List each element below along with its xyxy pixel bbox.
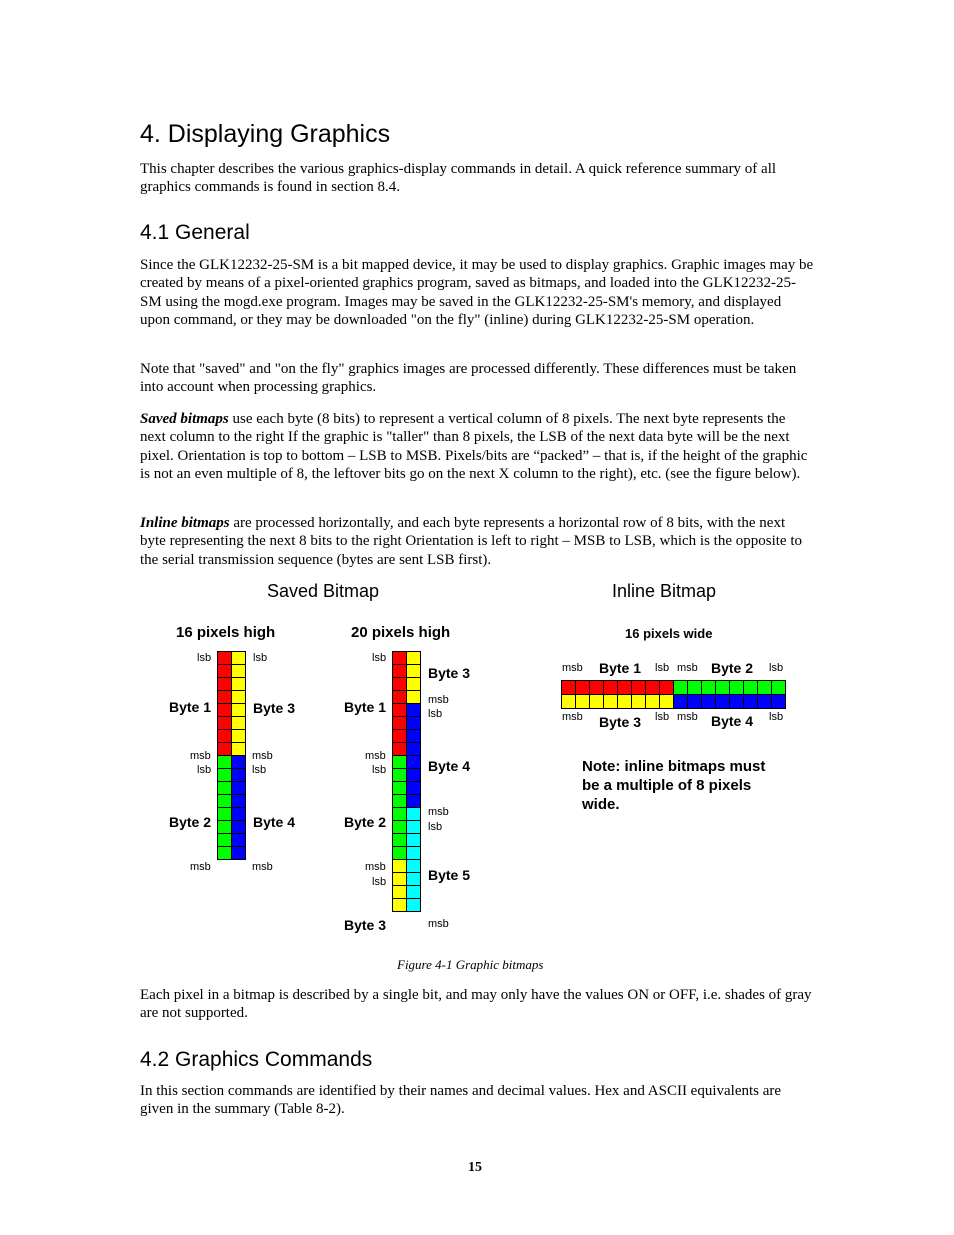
pixel	[771, 694, 786, 709]
label-lsb: lsb	[428, 708, 443, 720]
pixel	[603, 694, 618, 709]
pixel	[392, 768, 407, 782]
pixel	[217, 820, 232, 834]
pixel	[406, 885, 421, 899]
label-lsb: lsb	[372, 876, 387, 888]
label-msb: msb	[428, 806, 449, 818]
pixel	[392, 690, 407, 704]
label-lsb: lsb	[769, 662, 784, 674]
pixel	[392, 859, 407, 873]
pixel	[392, 664, 407, 678]
label-byte-3: Byte 3	[599, 714, 642, 730]
pixel-description-paragraph: Each pixel in a bitmap is described by a single bit, and may only have the values ON or OFF, i.e. shades of gray are not supported.	[140, 987, 812, 1022]
pixel	[673, 694, 688, 709]
pixel	[575, 694, 590, 709]
saved-bitmap-title: Saved Bitmap	[267, 581, 380, 601]
label-byte-2: Byte 2	[344, 814, 387, 830]
pixel	[406, 690, 421, 704]
pixel	[757, 680, 772, 695]
pixel	[231, 716, 246, 730]
pixel	[231, 833, 246, 847]
pixel	[561, 680, 576, 695]
pixel	[392, 833, 407, 847]
pixel	[659, 694, 674, 709]
saved16-column-2	[231, 652, 246, 860]
pixel	[231, 651, 246, 665]
pixel	[231, 768, 246, 782]
pixel	[392, 898, 407, 912]
pixel	[406, 729, 421, 743]
pixel	[729, 694, 744, 709]
saved-bitmaps-paragraph	[140, 410, 814, 484]
pixel	[406, 651, 421, 665]
pixel	[217, 664, 232, 678]
pixel	[217, 807, 232, 821]
label-msb: msb	[190, 750, 211, 762]
pixel	[701, 680, 716, 695]
right-subtitle: 16 pixels wide	[625, 626, 713, 641]
pixel	[743, 680, 758, 695]
label-lsb: lsb	[655, 711, 670, 723]
pixel	[392, 742, 407, 756]
label-byte-3: Byte 3	[428, 665, 471, 681]
pixel	[231, 664, 246, 678]
inline-bitmaps-text: are processed horizontally, and each byte represents a horizontal row of 8 bits, with the next byte representing the next 8 bits to the right Orientation is left to right – MSB to LSB, which is the opposite to the serial transmission sequence (bytes are sent LSB first).	[140, 515, 803, 568]
pixel	[217, 651, 232, 665]
pixel	[217, 833, 232, 847]
pixel	[217, 690, 232, 704]
pixel	[231, 794, 246, 808]
pixel	[406, 742, 421, 756]
pixel	[589, 680, 604, 695]
commands-paragraph: In this section commands are identified by their names and decimal values. Hex and ASCII equivalents are given in the summary (Table 8-2).	[140, 1083, 782, 1118]
pixel	[729, 680, 744, 695]
label-lsb: lsb	[252, 764, 267, 776]
label-lsb: lsb	[253, 652, 268, 664]
pixel	[406, 872, 421, 886]
pixel	[603, 680, 618, 695]
pixel	[231, 677, 246, 691]
pixel	[757, 694, 772, 709]
label-byte-4: Byte 4	[711, 713, 754, 729]
saved20-column-2	[406, 652, 421, 912]
label-lsb: lsb	[769, 711, 784, 723]
pixel	[231, 781, 246, 795]
pixel	[392, 807, 407, 821]
inline-bitmaps-term: Inline bitmaps	[140, 515, 230, 531]
label-byte-2: Byte 2	[169, 814, 212, 830]
pixel	[561, 694, 576, 709]
label-lsb: lsb	[372, 764, 387, 776]
pixel	[406, 703, 421, 717]
pixel	[217, 703, 232, 717]
page-number: 15	[468, 1160, 482, 1175]
section-4-2-heading: 4.2 Graphics Commands	[140, 1048, 373, 1071]
pixel	[406, 768, 421, 782]
label-msb: msb	[677, 711, 698, 723]
pixel	[575, 680, 590, 695]
pixel	[231, 846, 246, 860]
pixel	[392, 885, 407, 899]
general-paragraph-1: Since the GLK12232-25-SM is a bit mapped device, it may be used to display graphics. Graphic images may be created by means of a pixel-oriented graphics program, saved as bitmaps, and loaded into the GLK12232-25-SM using the mogd.exe program. Images may be saved in the GLK12232-25-SM's memory, and displayed upon command, or they may be downloaded "on the fly" (inline) during GLK12232-25-SM operation.	[140, 257, 814, 329]
chapter-heading: 4. Displaying Graphics	[140, 120, 391, 148]
pixel	[231, 703, 246, 717]
pixel	[406, 664, 421, 678]
pixel	[231, 755, 246, 769]
pixel	[406, 794, 421, 808]
label-msb: msb	[190, 861, 211, 873]
pixel	[217, 755, 232, 769]
saved-bitmaps-text: use each byte (8 bits) to represent a vertical column of 8 pixels. The next byte represents the next column to the right If the graphic is "taller" than 8 pixels, the LSB of the next data byte will be the next pixel. Orientation is top to bottom – LSB to MSB. Pixels/bits are “packed” – that is, if the height of the graphic is not an even multiple of 8, the leftover bits go on the next X column to the right), etc. (see the figure below).	[140, 411, 808, 483]
label-msb: msb	[562, 711, 583, 723]
pixel	[659, 680, 674, 695]
pixel	[406, 677, 421, 691]
pixel	[231, 807, 246, 821]
pixel	[715, 694, 730, 709]
label-byte-1: Byte 1	[169, 699, 212, 715]
label-byte-3: Byte 3	[344, 917, 387, 933]
pixel	[687, 680, 702, 695]
label-byte-5: Byte 5	[428, 867, 471, 883]
pixel	[392, 781, 407, 795]
pixel	[217, 677, 232, 691]
inline-note: Note: inline bitmaps must be a multiple of 8 pixels wide.	[582, 758, 766, 813]
label-lsb: lsb	[372, 652, 387, 664]
label-msb: msb	[365, 861, 386, 873]
pixel	[715, 680, 730, 695]
label-byte-2: Byte 2	[711, 660, 754, 676]
saved-bitmaps-term: Saved bitmaps	[140, 411, 229, 427]
left-subtitle: 16 pixels high	[176, 624, 276, 641]
pixel	[392, 755, 407, 769]
pixel	[589, 694, 604, 709]
pixel	[217, 729, 232, 743]
pixel	[406, 781, 421, 795]
general-paragraph-2: Note that "saved" and "on the fly" graphics images are processed differently. These differences must be taken into account when processing graphics.	[140, 361, 797, 396]
label-lsb: lsb	[428, 821, 443, 833]
section-4-1-heading: 4.1 General	[140, 221, 250, 244]
pixel	[645, 680, 660, 695]
pixel	[617, 694, 632, 709]
pixel	[392, 651, 407, 665]
label-byte-4: Byte 4	[428, 758, 471, 774]
pixel	[701, 694, 716, 709]
pixel	[217, 768, 232, 782]
pixel	[406, 755, 421, 769]
pixel	[406, 833, 421, 847]
saved16-column-1	[217, 652, 232, 860]
pixel	[645, 694, 660, 709]
label-byte-4: Byte 4	[253, 814, 296, 830]
pixel	[406, 716, 421, 730]
pixel	[217, 716, 232, 730]
label-msb: msb	[252, 750, 273, 762]
label-msb: msb	[562, 662, 583, 674]
inline-bitmap-title: Inline Bitmap	[612, 581, 717, 601]
pixel	[406, 820, 421, 834]
pixel	[392, 729, 407, 743]
pixel	[217, 846, 232, 860]
pixel	[217, 781, 232, 795]
pixel	[392, 703, 407, 717]
label-msb: msb	[428, 694, 449, 706]
pixel	[743, 694, 758, 709]
mid-subtitle: 20 pixels high	[351, 624, 451, 641]
label-lsb: lsb	[197, 652, 212, 664]
label-lsb: lsb	[197, 764, 212, 776]
pixel	[771, 680, 786, 695]
label-lsb: lsb	[655, 662, 670, 674]
pixel	[392, 794, 407, 808]
label-msb: msb	[252, 861, 273, 873]
figure-caption: Figure 4-1 Graphic bitmaps	[397, 957, 544, 972]
pixel	[687, 694, 702, 709]
pixel	[406, 846, 421, 860]
label-msb: msb	[365, 750, 386, 762]
saved20-column-1	[392, 652, 407, 912]
pixel	[631, 680, 646, 695]
inline-row-1	[562, 680, 786, 695]
pixel	[231, 690, 246, 704]
label-byte-1: Byte 1	[599, 660, 642, 676]
pixel	[231, 729, 246, 743]
inline-bitmaps-paragraph	[140, 514, 814, 569]
pixel	[392, 716, 407, 730]
intro-paragraph: This chapter describes the various graphics-display commands in detail. A quick reference summary of all graphics commands is found in section 8.4.	[140, 161, 777, 196]
pixel	[392, 872, 407, 886]
inline-row-2	[562, 694, 786, 709]
pixel	[617, 680, 632, 695]
label-byte-1: Byte 1	[344, 699, 387, 715]
pixel	[673, 680, 688, 695]
label-msb: msb	[677, 662, 698, 674]
pixel	[406, 807, 421, 821]
pixel	[631, 694, 646, 709]
pixel	[217, 794, 232, 808]
label-msb: msb	[428, 918, 449, 930]
pixel	[406, 898, 421, 912]
pixel	[392, 820, 407, 834]
pixel	[231, 820, 246, 834]
pixel	[392, 677, 407, 691]
pixel	[217, 742, 232, 756]
label-byte-3: Byte 3	[253, 700, 296, 716]
pixel	[406, 859, 421, 873]
pixel	[392, 846, 407, 860]
pixel	[231, 742, 246, 756]
